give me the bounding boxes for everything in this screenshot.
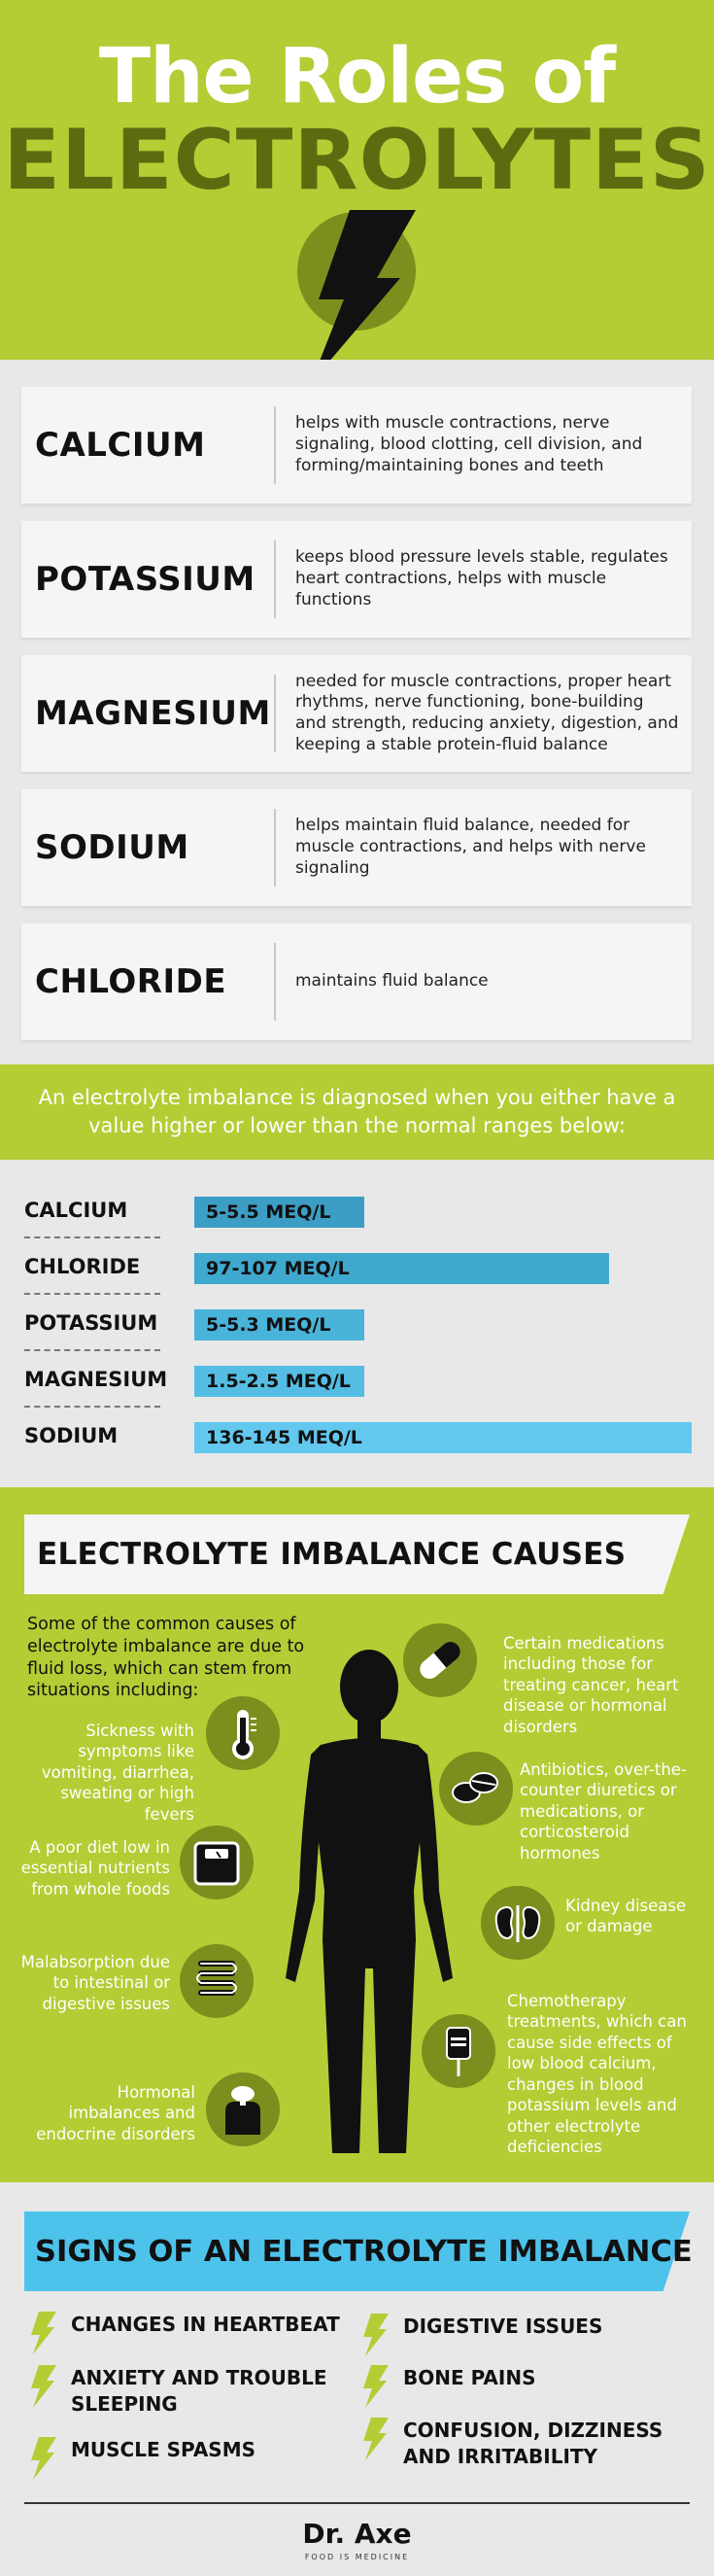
sign-label: MUSCLE SPASMS: [71, 2438, 256, 2461]
lightning-bolt-icon: [359, 2314, 389, 2356]
divider: [274, 406, 276, 484]
range-row-magnesium: [0, 1358, 714, 1414]
causes-title: ELECTROLYTE IMBALANCE CAUSES: [37, 1537, 627, 1572]
cause-text: Malabsorption due to intestinal or digestive issues: [20, 1953, 170, 2013]
range-value: 5-5.3 MEQ/L: [206, 1314, 331, 1336]
role-name: MAGNESIUM: [35, 694, 271, 733]
role-name: CALCIUM: [35, 426, 206, 465]
role-description: maintains fluid balance: [295, 971, 489, 992]
lightning-bolt-icon: [359, 2418, 389, 2460]
role-name: POTASSIUM: [35, 560, 255, 599]
role-card-calcium: [21, 387, 692, 504]
range-label: CALCIUM: [24, 1199, 128, 1222]
range-label: SODIUM: [24, 1424, 119, 1447]
lightning-bolt-icon: [27, 2437, 56, 2480]
range-value: 97-107 MEQ/L: [206, 1258, 350, 1279]
icon-circle: [180, 1944, 254, 2018]
lightning-bolt-icon: [359, 2365, 389, 2408]
lightning-bolt-icon: [27, 2312, 56, 2354]
cause-text: Certain medications including those for treating cancer, heart disease or hormonal disorders: [503, 1634, 679, 1736]
sign-label: DIGESTIVE ISSUES: [403, 2315, 603, 2338]
divider: [274, 540, 276, 618]
icon-circle: [422, 2014, 495, 2088]
role-card-potassium: [21, 521, 692, 638]
sign-item: [359, 2314, 690, 2362]
ranges-section: [0, 1160, 714, 1487]
range-value: 1.5-2.5 MEQ/L: [206, 1371, 351, 1392]
lightning-bolt-icon: [27, 2365, 56, 2408]
range-row-calcium: [0, 1189, 714, 1245]
sign-label: BONE PAINS: [403, 2366, 536, 2389]
cause-text: Antibiotics, over-the-counter diuretics or medications, or corticosteroid hormones: [520, 1760, 687, 1862]
divider: [274, 943, 276, 1021]
title-line-1: The Roles of: [98, 33, 616, 121]
cause-text: Kidney disease or damage: [565, 1897, 687, 1936]
title-line-2: ELECTROLYTES: [3, 112, 711, 209]
iv-bag-icon: [422, 2014, 495, 2088]
divider: [274, 675, 276, 752]
dashed-separator: [24, 1293, 160, 1295]
icon-circle: [481, 1886, 555, 1960]
range-row-sodium: [0, 1414, 714, 1471]
sign-label: ANXIETY AND TROUBLE SLEEPING: [71, 2366, 327, 2416]
role-description: helps maintain fluid balance, needed for muscle contractions, and helps with nerve signaling: [295, 816, 646, 878]
intestine-icon: [180, 1944, 254, 2018]
role-name: SODIUM: [35, 828, 189, 867]
range-bar: [194, 1197, 364, 1228]
cause-text: Hormonal imbalances and endocrine disorders: [36, 2083, 195, 2143]
sign-item: [27, 2437, 357, 2486]
cause-text: A poor diet low in essential nutrients from whole foods: [20, 1838, 170, 1898]
dashed-separator: [24, 1406, 160, 1408]
sign-label: CONFUSION, DIZZINESS AND IRRITABILITY: [403, 2419, 663, 2468]
brand-tagline: FOOD IS MEDICINE: [304, 2553, 410, 2561]
dashed-separator: [24, 1236, 160, 1238]
range-value: 5-5.5 MEQ/L: [206, 1201, 331, 1223]
icon-circle: [206, 2072, 280, 2146]
lightning-bolt-icon: [282, 200, 427, 385]
range-bar: [194, 1366, 364, 1397]
sign-item: [27, 2312, 357, 2360]
range-label: MAGNESIUM: [24, 1368, 168, 1391]
causes-section: [0, 1487, 714, 2182]
kidney-icon: [481, 1886, 555, 1960]
roles-section: [0, 360, 714, 1064]
role-card-sodium: [21, 789, 692, 906]
range-row-potassium: [0, 1302, 714, 1358]
diagnosis-text: An electrolyte imbalance is diagnosed when you either have a value higher or lower than the normal ranges below:: [38, 1086, 676, 1138]
brand-logo: Dr. Axe: [302, 2518, 412, 2550]
thermometer-icon: [206, 1696, 280, 1770]
signs-title: SIGNS OF AN ELECTROLYTE IMBALANCE: [35, 2234, 693, 2269]
range-value: 136-145 MEQ/L: [206, 1427, 362, 1448]
role-description: helps with muscle contractions, nerve signaling, blood clotting, cell division, and forming/maintaining bones and teeth: [295, 413, 643, 475]
role-card-magnesium: [21, 655, 692, 772]
header: [0, 0, 714, 360]
causes-intro: Some of the common causes of electrolyte imbalance are due to fluid loss, which can stem from situations including:: [27, 1615, 305, 1701]
role-description: keeps blood pressure levels stable, regulates heart contractions, helps with muscle functions: [295, 547, 668, 609]
divider: [274, 809, 276, 887]
role-description: needed for muscle contractions, proper heart rhythms, nerve functioning, bone-building and strength, reducing anxiety, digestion, and keeping a stable protein-fluid balance: [295, 671, 679, 754]
role-card-chloride: [21, 923, 692, 1040]
icon-circle: [403, 1623, 477, 1697]
range-bar: [194, 1422, 692, 1453]
cause-text: Chemotherapy treatments, which can cause side effects of low blood calcium, changes in blood potassium levels and other electrolyte deficiencies: [507, 1992, 687, 2157]
range-label: POTASSIUM: [24, 1311, 158, 1335]
thyroid-icon: [206, 2072, 280, 2146]
sign-item: [359, 2418, 690, 2476]
icon-circle: [439, 1752, 513, 1826]
scale-icon: [180, 1826, 254, 1899]
diagnosis-banner: [0, 1064, 714, 1160]
range-bar: [194, 1309, 364, 1340]
sign-label: CHANGES IN HEARTBEAT: [71, 2313, 340, 2336]
icon-circle: [206, 1696, 280, 1770]
sign-item: [359, 2365, 690, 2414]
range-row-chloride: [0, 1245, 714, 1302]
dashed-separator: [24, 1349, 160, 1351]
range-bar: [194, 1253, 609, 1284]
footer-divider: [24, 2502, 690, 2504]
cause-text: Sickness with symptoms like vomiting, diarrhea, sweating or high fevers: [41, 1722, 194, 1824]
range-label: CHLORIDE: [24, 1255, 141, 1278]
capsule-icon: [403, 1623, 477, 1697]
role-name: CHLORIDE: [35, 962, 227, 1001]
sign-item: [27, 2365, 357, 2423]
icon-circle: [180, 1826, 254, 1899]
pills-icon: [439, 1752, 513, 1826]
